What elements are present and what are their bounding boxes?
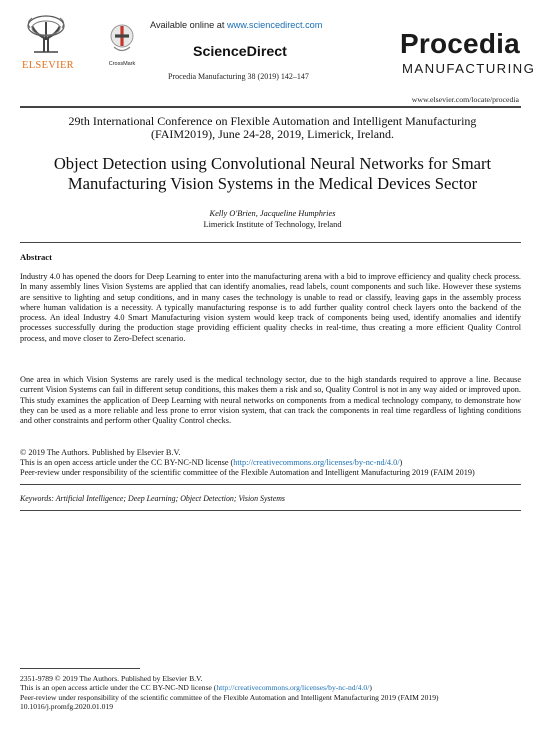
- crossmark-icon: [109, 23, 135, 55]
- footer-divider: [20, 668, 140, 669]
- footer-license-suffix: ): [369, 683, 372, 693]
- abstract-top-divider: [20, 242, 521, 243]
- elsevier-wordmark: ELSEVIER: [22, 60, 74, 71]
- sciencedirect-brand: ScienceDirect: [193, 44, 287, 60]
- available-online-line: [150, 20, 322, 30]
- license-suffix: ): [399, 458, 403, 468]
- journal-url[interactable]: www.elsevier.com/locate/procedia: [411, 95, 519, 104]
- article-title: [20, 154, 525, 194]
- copyright-line: © 2019 The Authors. Published by Elsevier B.V.: [20, 448, 181, 457]
- journal-brand-title: Procedia: [400, 28, 520, 59]
- keywords-divider: [20, 484, 521, 485]
- article-affiliation: Limerick Institute of Technology, Ireland: [203, 220, 342, 229]
- conference-line-2: (FAIM2019), June 24-28, 2019, Limerick, Ireland.: [150, 127, 395, 141]
- peer-review-line: Peer-review under responsibility of the scientific committee of the Flexible Automation and Intelligent Manufacturing 2019 (FAIM 2019): [20, 468, 475, 478]
- journal-brand-subtitle: MANUFACTURING: [402, 61, 536, 76]
- footer-issn: 2351-9789 © 2019 The Authors. Published by Elsevier B.V.: [20, 674, 203, 683]
- article-authors: Kelly O'Brien, Jacqueline Humphries: [209, 209, 336, 218]
- abstract-paragraph-1: Industry 4.0 has opened the doors for Deep Learning to enter into the manufacturing arena with a bid to improve efficiency and quality check process. In many assembly lines Vision Systems are applied that can identify anomalies, read labels, count components and such like. However these systems are sensitive to lighting and setup conditions, and in many cases the technology is unable to read or classify, leaving gaps in the assembly process where human validation is a necessity. A typically manufacturing response is to add further quality control check layers onto the backend of the process. An ideal Industry 4.0 Smart Manufacturing vision system would keep track of components being used, identify anomalies and identify processes successfully during the production stage providing efficient quality checks in real-time, thus creating a more efficient Quality Control process, and move closer to Zero-Defect scenario.: [20, 272, 521, 343]
- article-title-line-2: Manufacturing Vision Systems in the Medical Devices Sector: [67, 174, 478, 193]
- license-link[interactable]: http://creativecommons.org/licenses/by-nc-nd/4.0/: [233, 458, 400, 468]
- sciencedirect-link[interactable]: www.sciencedirect.com: [226, 20, 323, 30]
- available-prefix: Available online at: [150, 20, 227, 30]
- keywords-bottom-divider: [20, 510, 521, 511]
- footer-license-prefix: This is an open access article under the CC BY-NC-ND license (: [20, 683, 217, 693]
- abstract-heading: Abstract: [20, 252, 52, 262]
- crossmark-badge[interactable]: [104, 23, 140, 69]
- footer-peer-review: Peer-review under responsibility of the scientific committee of the Flexible Automation and Intelligent Manufacturing 2019 (FAIM 2019): [20, 692, 439, 702]
- conference-info: [20, 115, 525, 141]
- copyright-block: [20, 448, 525, 479]
- keywords: Keywords: Artificial Intelligence; Deep Learning; Object Detection; Vision Systems: [20, 494, 286, 503]
- journal-citation: Procedia Manufacturing 38 (2019) 142–147: [168, 72, 309, 81]
- footer-block: [20, 674, 530, 712]
- crossmark-label: CrossMark: [108, 61, 136, 67]
- license-line: [20, 458, 525, 468]
- abstract-paragraph-2: One area in which Vision Systems are rarely used is the medical technology sector, due to the high standards required to approve a line. Because current Vision Systems can fail in different setup conditions, this makes them a risk and so, Quality Control is not in any way aided or improved upon. This study examines the application of Deep Learning with neural networks on components from a medical technology company, to demonstrate how they can be used as a more reliable and less prone to error vision system, that can track the components in real time regardless of lighting conditions and other constraints and perform other Quality Control checks.: [20, 375, 521, 426]
- elsevier-logo: [20, 14, 72, 76]
- elsevier-tree-icon: [24, 14, 68, 54]
- footer-doi[interactable]: 10.1016/j.promfg.2020.01.019: [20, 702, 114, 712]
- footer-license-link[interactable]: http://creativecommons.org/licenses/by-nc-nd/4.0/: [216, 683, 370, 693]
- license-prefix: This is an open access article under the CC BY-NC-ND license (: [20, 458, 234, 468]
- header-divider: [20, 106, 521, 108]
- conference-line-1: 29th International Conference on Flexible Automation and Intelligent Manufacturing: [68, 114, 477, 128]
- article-title-line-1: Object Detection using Convolutional Neural Networks for Smart: [53, 154, 492, 173]
- footer-license: [20, 683, 530, 692]
